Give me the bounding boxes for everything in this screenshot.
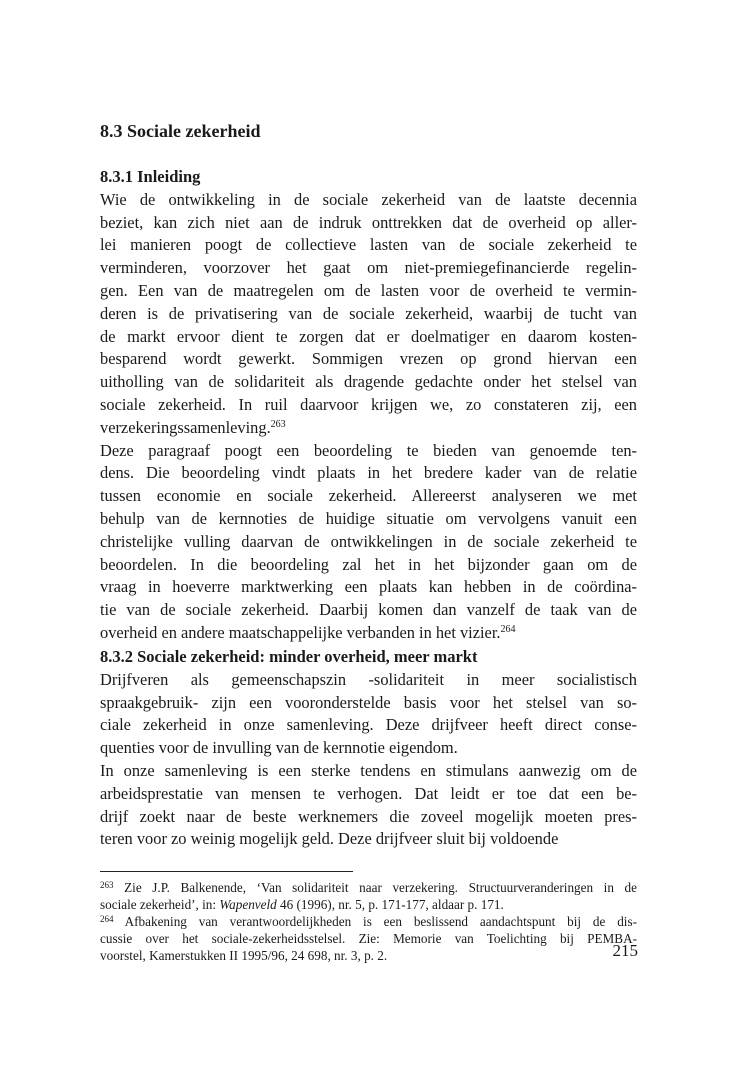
footnote-divider xyxy=(100,871,353,872)
text-line xyxy=(100,348,637,371)
text-line xyxy=(100,257,637,280)
footnote-reference[interactable]: 264 xyxy=(500,623,516,635)
text-line xyxy=(100,737,637,760)
text-line xyxy=(100,576,637,599)
footnote-line xyxy=(100,879,637,896)
line-text: vraag in hoeverre marktwerking een plaats kan hebben in de coördina- xyxy=(100,577,637,597)
footnote-line xyxy=(100,896,637,913)
text-line xyxy=(100,508,637,531)
text-line xyxy=(100,212,637,235)
journal-title: Wapenveld xyxy=(219,897,277,912)
line-text: verminderen, voorzover het gaat om niet-premiegefinancierde regelin- xyxy=(100,258,637,278)
line-text: sociale zekerheid. In ruil daarvoor krijgen we, zo constateren zij, een xyxy=(100,394,637,414)
line-text: tie van de sociale zekerheid. Daarbij komen dan vanzelf de taak van de xyxy=(100,600,637,620)
paragraph xyxy=(100,189,637,440)
text-line xyxy=(100,783,637,806)
text-line xyxy=(100,828,637,851)
subsection-markt xyxy=(100,646,637,851)
subsection-title: 8.3.1 Inleiding xyxy=(100,167,201,186)
paragraph xyxy=(100,669,637,760)
line-text: overheid en andere maatschappelijke verbanden in het vizier. xyxy=(100,622,501,642)
line-text: gen. Een van de maatregelen om de lasten voor de overheid te vermin- xyxy=(100,280,637,300)
text-line xyxy=(100,531,637,554)
text-line xyxy=(100,669,637,692)
text-line xyxy=(100,394,637,417)
text-line xyxy=(100,440,637,463)
text-line xyxy=(100,806,637,829)
line-text: In onze samenleving is een sterke tendens en stimulans aanwezig om de xyxy=(100,760,637,780)
text-line xyxy=(100,622,637,645)
footnote-text: Afbakening van verantwoordelijkheden is een beslissend aandachtspunt bij de dis- xyxy=(124,914,637,929)
text-line xyxy=(100,599,637,622)
line-text: drijf zoekt naar de beste werknemers die zoveel mogelijk moeten pres- xyxy=(100,806,637,826)
text-line xyxy=(100,760,637,783)
line-text: besparend wordt gewerkt. Sommigen vrezen op grond hiervan een xyxy=(100,349,637,369)
text-line xyxy=(100,303,637,326)
text-line xyxy=(100,485,637,508)
line-text: tussen economie en sociale zekerheid. Allereerst analyseren we met xyxy=(100,486,637,506)
line-text: lei manieren poogt de collectieve lasten van de sociale zekerheid te xyxy=(100,235,637,255)
footnote-reference[interactable]: 263 xyxy=(270,418,286,430)
subsection-title: 8.3.2 Sociale zekerheid: minder overheid, meer markt xyxy=(100,647,478,666)
footnote-line: cussie over het sociale-zekerheidsstelsel. Zie: Memorie van Toelichting bij PEMBA- xyxy=(100,931,637,946)
footnote-text: Zie J.P. Balkenende, ‘Van solidariteit naar verzekering. Structuurveranderingen in de xyxy=(124,880,637,895)
footnote-text: 46 (1996), nr. 5, p. 171-177, aldaar p. 171. xyxy=(276,897,504,912)
footnote-text: sociale zekerheid’, in: xyxy=(100,897,220,912)
footnote-line: voorstel, Kamerstukken II 1995/96, 24 698, nr. 3, p. 2. xyxy=(100,948,388,963)
line-text: Deze paragraaf poogt een beoordeling te bieden van genoemde ten- xyxy=(100,440,637,460)
line-text: Wie de ontwikkeling in de sociale zekerheid van de laatste decennia xyxy=(100,189,637,209)
line-text: teren voor zo weinig mogelijk geld. Deze drijfveer sluit bij voldoende xyxy=(100,829,559,849)
line-text: deren is de privatisering van de sociale zekerheid, waarbij de tucht van xyxy=(100,303,637,323)
line-text: ciale zekerheid in onze samenleving. Deze drijfveer heeft direct conse- xyxy=(100,715,637,735)
footnote-number: 264 xyxy=(100,914,114,924)
line-text: quenties voor de invulling van de kernnotie eigendom. xyxy=(100,738,458,758)
line-text: Drijfveren als gemeenschapszin -solidariteit in meer socialistisch xyxy=(100,669,637,689)
line-text: verzekeringssamenleving. xyxy=(100,417,271,437)
text-line xyxy=(100,692,637,715)
footnotes xyxy=(100,879,637,964)
footnote-number: 263 xyxy=(100,880,114,890)
text-line xyxy=(100,326,637,349)
text-line xyxy=(100,371,637,394)
text-line xyxy=(100,234,637,257)
text-line xyxy=(100,417,637,440)
line-text: uitholling van de solidariteit als dragende gedachte onder het stelsel van xyxy=(100,372,637,392)
text-line xyxy=(100,554,637,577)
line-text: spraakgebruik- zijn een vooronderstelde basis voor het stelsel van so- xyxy=(100,692,637,712)
line-text: behulp van de kernnoties de huidige situatie om vervolgens vanuit een xyxy=(100,508,637,528)
subsection-inleiding xyxy=(100,166,637,645)
text-line xyxy=(100,280,637,303)
line-text: arbeidsprestatie van mensen te verhogen. Dat leidt er toe dat een be- xyxy=(100,783,637,803)
paragraph xyxy=(100,760,637,851)
line-text: dens. Die beoordeling vindt plaats in het bredere kader van de relatie xyxy=(100,463,637,483)
text-line xyxy=(100,189,637,212)
text-line xyxy=(100,714,637,737)
line-text: beziet, kan zich niet aan de indruk onttrekken dat de overheid op aller- xyxy=(100,212,637,232)
line-text: de markt ervoor dient te zorgen dat er doelmatiger en daarom kosten- xyxy=(100,326,637,346)
line-text: christelijke vulling daarvan de ontwikkelingen in de sociale zekerheid te xyxy=(100,531,637,551)
page-number: 215 xyxy=(612,941,638,960)
section-title: 8.3 Sociale zekerheid xyxy=(100,121,261,141)
paragraph xyxy=(100,440,637,645)
line-text: beoordelen. In die beoordeling zal het in het bijzonder gaan om de xyxy=(100,554,637,574)
text-line xyxy=(100,462,637,485)
footnote-line xyxy=(100,913,637,930)
